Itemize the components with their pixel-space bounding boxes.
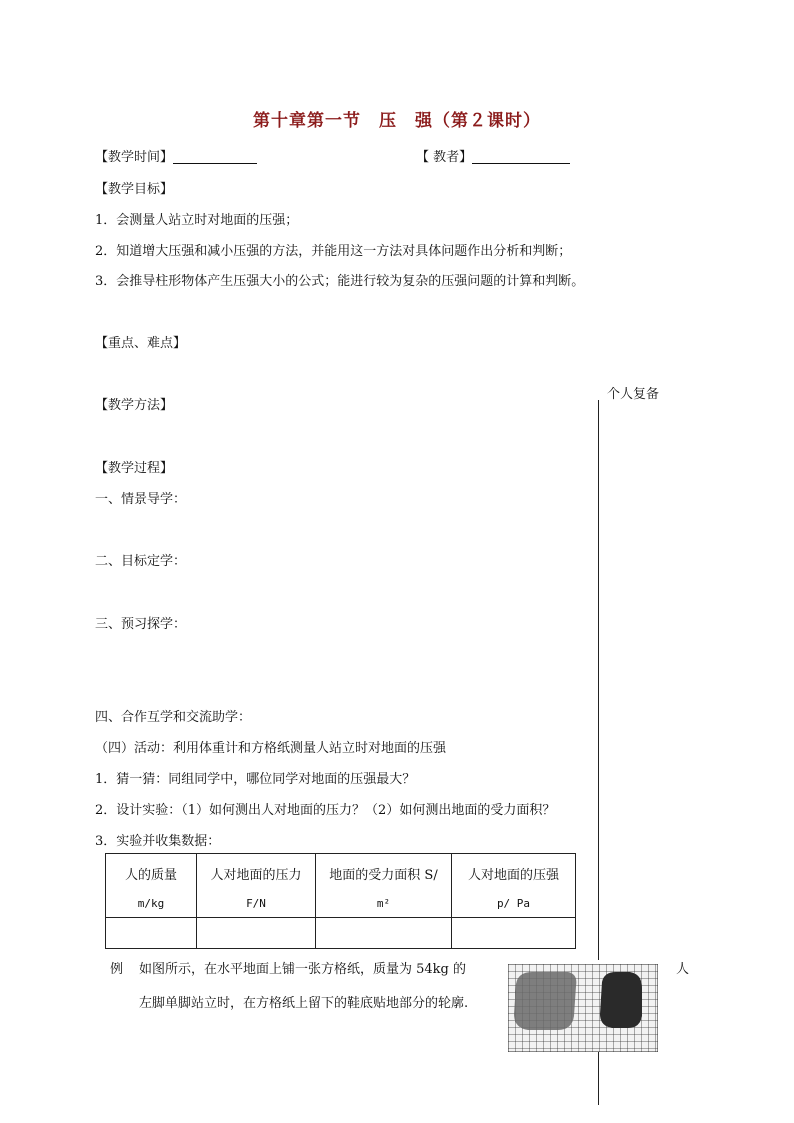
example-line2: 左脚单脚站立时，在方格纸上留下的鞋底贴地部分的轮廓. <box>139 996 469 1011</box>
example-line1-tail: 人 <box>676 962 690 977</box>
objective-item: 1．会测量人站立时对地面的压强； <box>95 213 299 228</box>
table-header-row <box>106 854 576 918</box>
objective-item: 2．知道增大压强和减小压强的方法，并能用这一方法对具体问题作出分析和判断； <box>95 244 572 259</box>
page-title: 第十章第一节 压 强（第２课时） <box>253 111 541 131</box>
side-note-label: 个人复备 <box>607 387 660 402</box>
table-header-cell: 地面的受力面积 S/ m² <box>316 854 452 918</box>
table-header-cell: 人对地面的压强 p/ Pa <box>452 854 576 918</box>
teaching-time-label: 【教学时间】 <box>95 150 174 165</box>
process-step: 三、预习探学： <box>95 617 187 632</box>
margin-divider-lower <box>598 1050 599 1105</box>
activity-design: 2．设计实验：（1）如何测出人对地面的压力？（2）如何测出地面的受力面积？ <box>95 803 556 818</box>
process-step: 一、情景导学： <box>95 492 187 507</box>
teacher-blank[interactable] <box>472 150 570 164</box>
teacher-row <box>416 146 570 165</box>
shoe-outline-light <box>514 972 576 1030</box>
data-table <box>105 853 576 949</box>
example-line1: 如图所示，在水平地面上铺一张方格纸，质量为 54kg 的 <box>139 962 467 977</box>
table-cell-empty[interactable] <box>316 918 452 949</box>
shoe-outline-dark <box>600 972 642 1028</box>
objectives-heading: 【教学目标】 <box>95 182 174 197</box>
process-step: 四、合作互学和交流助学： <box>95 710 252 725</box>
table-cell-empty[interactable] <box>197 918 316 949</box>
margin-divider <box>598 400 599 960</box>
objective-item: 3．会推导柱形物体产生压强大小的公式；能进行较为复杂的压强问题的计算和判断。 <box>95 274 585 289</box>
activity-guess: 1．猜一猜：同组同学中，哪位同学对地面的压强最大？ <box>95 772 416 787</box>
table-header-cell: 人对地面的压力 F/N <box>197 854 316 918</box>
teacher-label: 【 教者】 <box>416 150 473 165</box>
footprint-grid-figure <box>508 964 658 1052</box>
table-cell-empty[interactable] <box>106 918 197 949</box>
key-points-heading: 【重点、难点】 <box>95 336 187 351</box>
method-heading: 【教学方法】 <box>95 398 174 413</box>
teaching-time-blank[interactable] <box>173 150 257 164</box>
activity-title: （四）活动：利用体重计和方格纸测量人站立时对地面的压强 <box>95 741 447 756</box>
table-row <box>106 918 576 949</box>
table-header-cell: 人的质量 m/kg <box>106 854 197 918</box>
process-step: 二、目标定学： <box>95 554 187 569</box>
table-cell-empty[interactable] <box>452 918 576 949</box>
example-label: 例 <box>110 962 124 977</box>
process-heading: 【教学过程】 <box>95 461 174 476</box>
activity-collect: 3．实验并收集数据： <box>95 834 221 849</box>
teaching-time-row <box>95 146 257 165</box>
